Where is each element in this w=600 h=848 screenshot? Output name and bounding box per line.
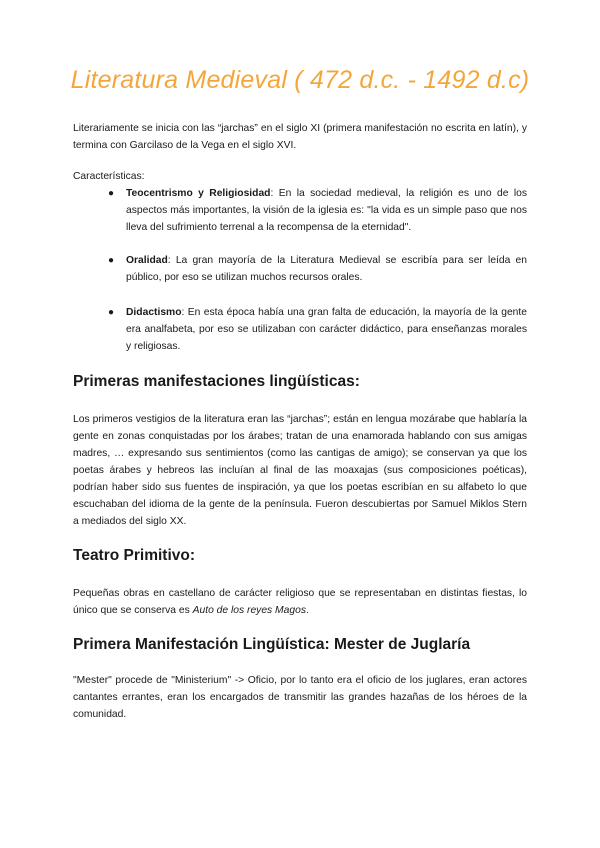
section-heading-mester: Primera Manifestación Lingüística: Mester de Juglaría bbox=[73, 636, 471, 653]
bullet-teocentrismo bbox=[108, 185, 528, 236]
bullet-oralidad bbox=[108, 252, 527, 286]
section-text-mester: "Mester" procede de "Ministerium" -> Oficio, por lo tanto era el oficio de los juglares, eran actores cantantes errantes, eran los encargados de transmitir las grandes hazañas de los héroes de la comunidad. bbox=[73, 675, 527, 720]
section-heading-teatro: Teatro Primitivo: bbox=[73, 547, 196, 564]
page-title: Literatura Medieval ( 472 d.c. - 1492 d.c) bbox=[70, 66, 530, 94]
bullet-text: : En la sociedad medieval, la religión es uno de los aspectos más importantes, la visión de la iglesia es: "la vida es un simple paso que nos lleva del sufrimiento terrenal a la recompensa de la eternidad". bbox=[126, 188, 528, 233]
bullet-text: : La gran mayoría de la Literatura Medieval se escribía para ser leída en público, por eso se utilizan muchos recursos orales. bbox=[126, 255, 527, 283]
bullet-dot-icon: ● bbox=[108, 307, 115, 318]
section-heading-manifestaciones: Primeras manifestaciones lingüísticas: bbox=[73, 373, 360, 390]
bullet-term: Teocentrismo y Religiosidad bbox=[126, 188, 271, 199]
teatro-text: Pequeñas obras en castellano de carácter religioso que se representaban en distintas fiestas, lo único que se conserva es bbox=[73, 588, 527, 616]
section-text-manifestaciones: Los primeros vestigios de la literatura eran las “jarchas”; están en lengua mozárabe que hablaría la gente en zonas conquistadas por los árabes; tratan de una enamorada hablando con sus amigas madres, … expresando sus sentimientos (como las cantigas de amigo); se conservan ya que los poetas árabes y hebreos las incluían al final de las moaxajas (sus composiciones poéticas), podrían haber sido sus fuentes de inspiración, ya que los poetas escribían en su alfabeto lo que escuchaban del idioma de la gente de la península. Fueron descubiertas por Samuel Miklos Stern a mediados del siglo XX. bbox=[73, 414, 527, 527]
teatro-end: . bbox=[305, 605, 309, 616]
intro-paragraph: Literariamente se inicia con las “jarchas” en el siglo XI (primera manifestación no escrita en latín), y termina con Garcilaso de la Vega en el siglo XVI. bbox=[73, 123, 527, 151]
section-text-teatro bbox=[73, 585, 527, 619]
bullet-dot-icon: ● bbox=[108, 188, 115, 199]
bullet-text: : En esta época había una gran falta de educación, la mayoría de la gente era analfabeta, por eso se utilizaban con carácter didáctico, para enseñanzas morales y religiosas. bbox=[126, 307, 527, 352]
caracteristicas-label: Características: bbox=[73, 171, 145, 182]
bullet-term: Oralidad bbox=[126, 255, 168, 266]
bullet-dot-icon: ● bbox=[108, 255, 115, 266]
bullet-didactismo bbox=[108, 304, 527, 355]
bullet-term: Didactismo bbox=[126, 307, 182, 318]
teatro-italic-title: Auto de los reyes Magos bbox=[192, 605, 306, 616]
